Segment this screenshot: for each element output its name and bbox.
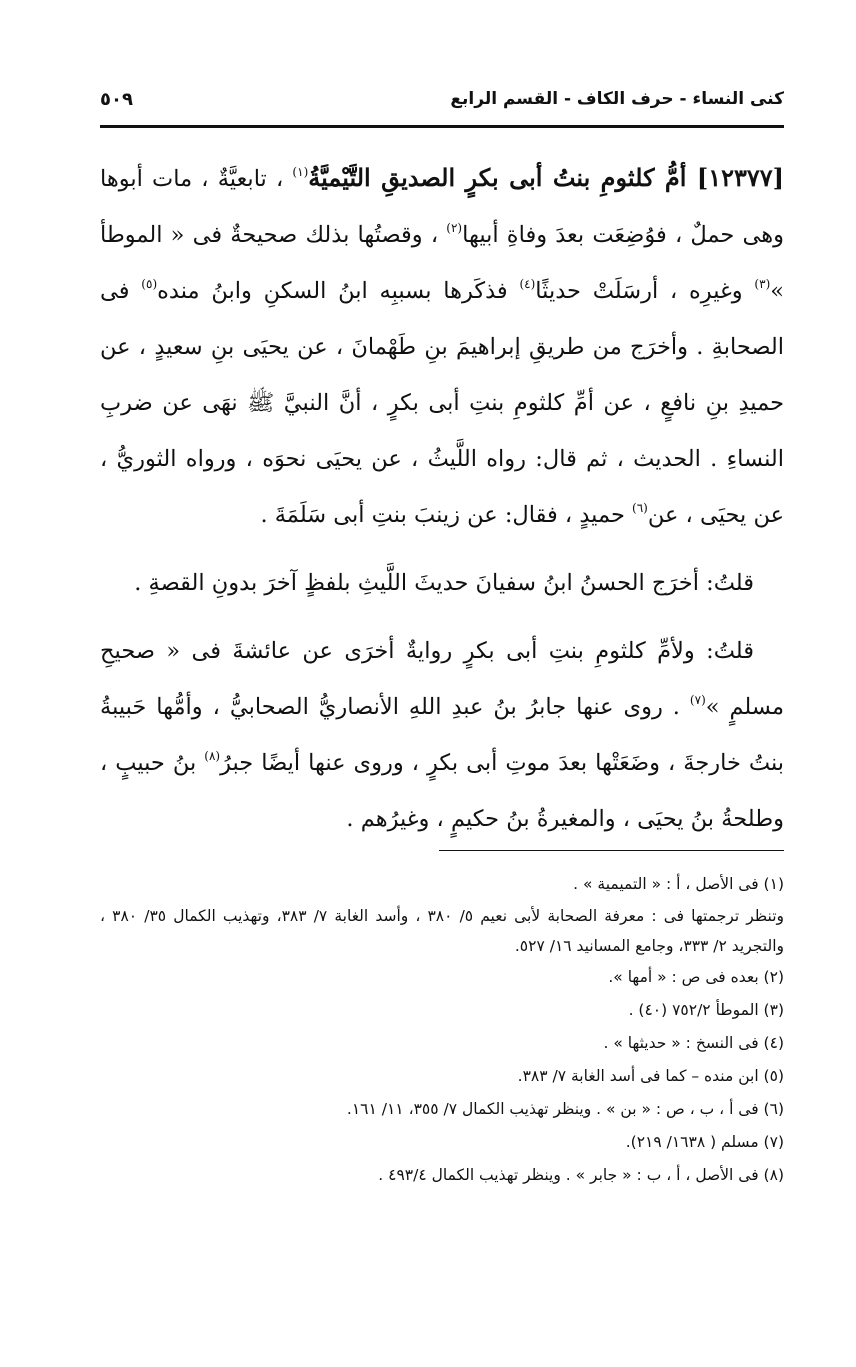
entry-text-d: فذكَرها بسببِه ابنُ السكنِ وابنُ منده [157, 278, 508, 304]
entry-text-b: ، وقصتُها بذلك صحيحةٌ فى « الموطأ » [100, 222, 785, 304]
entry-paragraph-2: قلتُ: أخرَج الحسنُ ابنُ سفيانَ حديثَ اللَّيثِ بلفظٍ آخرَ بدونِ القصةِ . [134, 570, 754, 596]
header-rule [100, 125, 784, 128]
entry-text-e: فى الصحابةِ . وأخرَج من طريقِ إبراهيمَ بنِ طَهْمانَ ، عن يحيَى بنِ سعيدٍ ، عن حميدِ بنِ نافعٍ ، عن أمِّ كلثومِ بنتِ أبى بكرٍ ، أنَّ النبيَّ ﷺ نهَى عن ضربِ النساءِ . الحديث ، ثم قال: رواه اللَّيثُ ، عن يحيَى نحوَه ، ورواه الثوريُّ ، عن يحيَى ، عن [100, 278, 784, 528]
footnote-ref-1: (١) [292, 165, 309, 179]
footnotes-block [100, 868, 784, 1192]
entry-text-f: حميدٍ ، فقال: عن زينبَ بنتِ أبى سَلَمَةَ . [260, 502, 625, 528]
footnote-ref-4: (٤) [519, 277, 536, 291]
footnote-1: (١) فى الأصل ، أ : « التميمية » . [573, 875, 784, 893]
entry-text-h: . روى عنها جابرُ بنُ عبدِ اللهِ الأنصاريُّ الصحابيُّ ، وأمُّها حَبيبةُ بنتُ خارجةَ ، وضَعَتْها بعدَ موتِ أبى بكرٍ ، وروى عنها أيضًا جبرُ [100, 694, 785, 776]
footnote-7: (٧) مسلم ( ١٦٣٨/ ٢١٩). [625, 1133, 784, 1151]
book-page [100, 0, 784, 1367]
entry-title: [١٢٣٧٧] أمُّ كلثومِ بنتُ أبى بكرٍ الصديقِ التَّيْميَّةُ [308, 163, 784, 192]
footnote-ref-3: (٣) [754, 277, 771, 291]
main-text [100, 150, 784, 847]
footnote-4: (٤) فى النسخ : « حديثها » . [603, 1034, 784, 1052]
footnote-ref-8: (٨) [204, 749, 221, 763]
footnote-8: (٨) فى الأصل ، أ ، ب : « جابر » . وينظر تهذيب الكمال ٤٩٣/٤ . [378, 1166, 784, 1184]
footnote-ref-5: (٥) [141, 277, 158, 291]
entry-paragraph-3 [100, 623, 784, 847]
entry-text-c: وغيرِه ، أرسَلَتْ حديثًا [535, 278, 743, 304]
footnote-ref-6: (٦) [632, 501, 648, 515]
footnote-ref-7: (٧) [689, 693, 706, 707]
footnote-1-continuation: وتنظر ترجمتها فى : معرفة الصحابة لأبى نعيم ٥/ ٣٨٠ ، وأسد الغابة ٧/ ٣٨٣، وتهذيب الكمال ٣٥/ ٣٨٠ ، والتجريد ٢/ ٣٣٣، وجامع المسانيد ١٦/ ٥٢٧. [100, 907, 784, 955]
footnote-rule [439, 850, 784, 851]
footnote-5: (٥) ابن منده – كما فى أسد الغابة ٧/ ٣٨٣. [517, 1067, 784, 1085]
running-header [100, 84, 784, 114]
entry-text-a: ، تابعيَّةٌ ، مات أبوها وهى حملٌ ، فوُضِعَت بعدَ وفاةِ أبيها [100, 166, 784, 248]
footnote-2: (٢) بعده فى ص : « أمها ». [608, 968, 784, 986]
entry-text-g: قلتُ: ولأمِّ كلثومِ بنتِ أبى بكرٍ روايةٌ أخرَى عن عائشةَ فى « صحيحِ مسلمٍ » [100, 638, 785, 720]
footnote-6: (٦) فى أ ، ب ، ص : « بن » . وينظر تهذيب الكمال ٧/ ٣٥٥، ١١/ ١٦١. [346, 1100, 784, 1118]
entry-text-i: بنُ حبيبٍ ، وطلحةُ بنُ يحيَى ، والمغيرةُ بنُ حكيمٍ ، وغيرُهم . [100, 750, 784, 832]
footnote-3: (٣) الموطأ ٧٥٢/٢ (٤٠) . [628, 1001, 784, 1019]
running-title: كنى النساء - حرف الكاف - القسم الرابع [450, 89, 784, 109]
page-number: ٥٠٩ [100, 88, 133, 110]
entry-paragraph-1 [100, 150, 784, 543]
footnote-ref-2: (٢) [446, 221, 463, 235]
